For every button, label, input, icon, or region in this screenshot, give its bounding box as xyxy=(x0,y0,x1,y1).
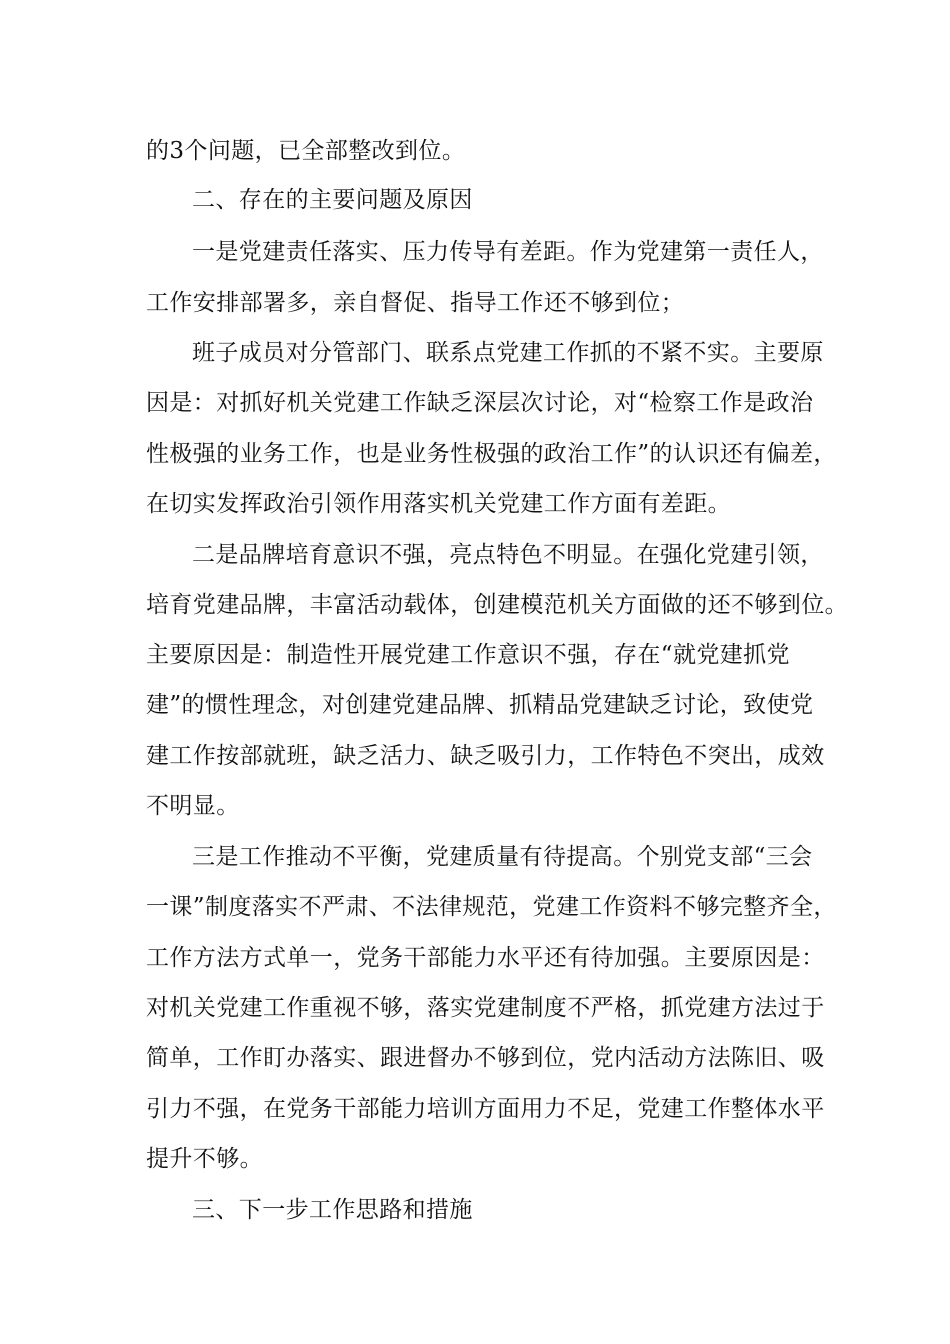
text-line: 班子成员对分管部门、联系点党建工作抓的不紧不实。主要原 xyxy=(192,340,824,366)
text-line: 提升不够。 xyxy=(146,1146,263,1172)
text-line: 培育党建品牌，丰富活动载体，创建模范机关方面做的还不够到位。 xyxy=(146,592,848,618)
text-line: 工作安排部署多，亲自督促、指导工作还不够到位； xyxy=(146,290,685,316)
text-line: 因是：对抓好机关党建工作缺乏深层次讨论，对“检察工作是政治 xyxy=(146,390,814,416)
text-line: 一是党建责任落实、压力传导有差距。作为党建第一责任人， xyxy=(192,239,824,265)
text-line: 二是品牌培育意识不强，亮点特色不明显。在强化党建引领， xyxy=(192,542,824,568)
text-line: 一课”制度落实不严肃、不法律规范，党建工作资料不够完整齐全， xyxy=(146,894,837,920)
section-heading: 二、存在的主要问题及原因 xyxy=(192,187,473,213)
text-line: 在切实发挥政治引领作用落实机关党建工作方面有差距。 xyxy=(146,491,731,517)
text-line: 建工作按部就班，缺乏活力、缺乏吸引力，工作特色不突出，成效 xyxy=(146,743,825,769)
text-line: 三是工作推动不平衡，党建质量有待提高。个别党支部“三会 xyxy=(192,844,813,870)
text-line: 建”的惯性理念，对创建党建品牌、抓精品党建缺乏讨论，致使党 xyxy=(146,692,814,718)
text-line: 工作方法方式单一，党务干部能力水平还有待加强。主要原因是： xyxy=(146,945,825,971)
text-line: 不明显。 xyxy=(146,793,240,819)
section-heading: 三、下一步工作思路和措施 xyxy=(192,1197,473,1223)
text-line: 主要原因是：制造性开展党建工作意识不强，存在“就党建抓党 xyxy=(146,642,790,668)
text-line: 性极强的业务工作，也是业务性极强的政治工作”的认识还有偏差， xyxy=(146,441,837,467)
text-line: 的3个问题，已全部整改到位。 xyxy=(146,138,466,164)
text-line: 引力不强，在党务干部能力培训方面用力不足，党建工作整体水平 xyxy=(146,1096,825,1122)
text-line: 简单，工作盯办落实、跟进督办不够到位，党内活动方法陈旧、吸 xyxy=(146,1045,825,1071)
text-line: 对机关党建工作重视不够，落实党建制度不严格，抓党建方法过于 xyxy=(146,995,825,1021)
